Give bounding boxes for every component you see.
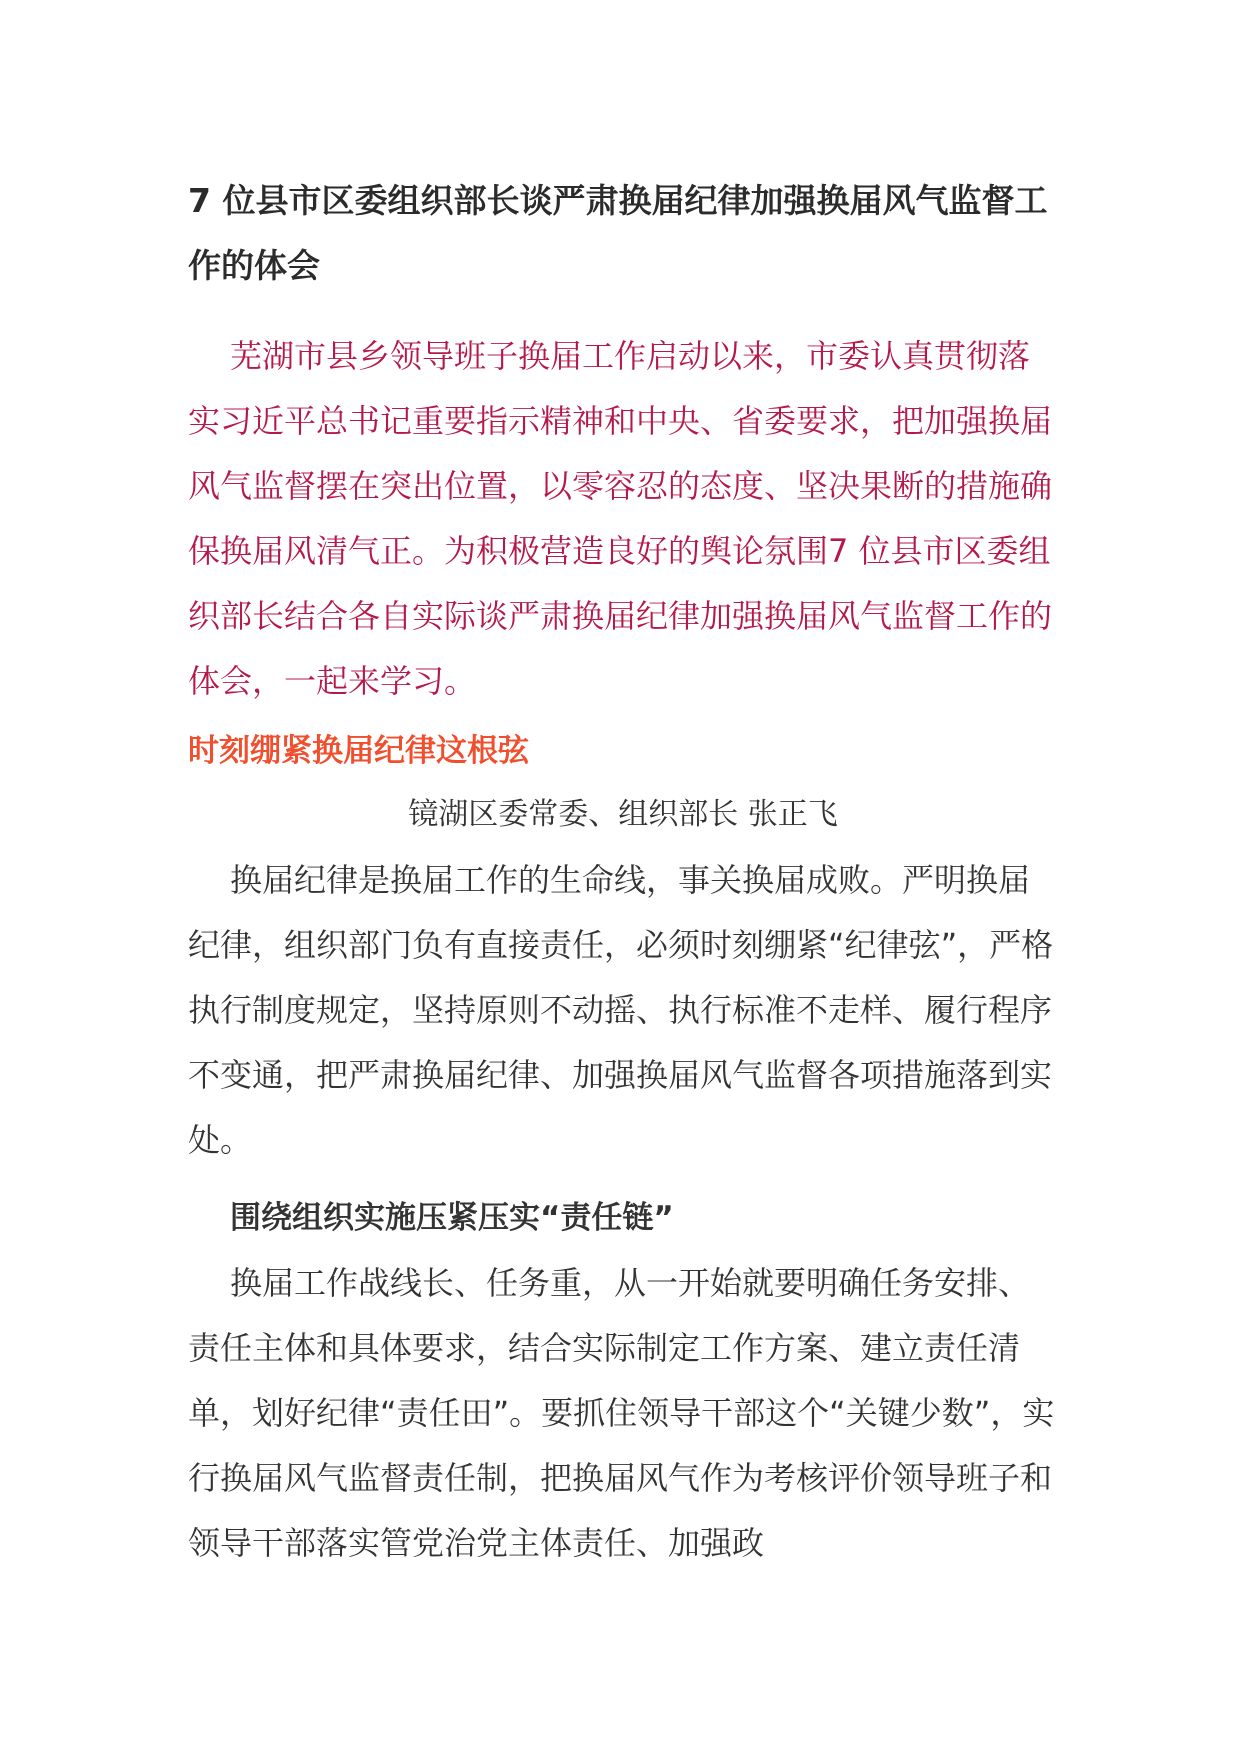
document-content <box>188 168 1058 1576</box>
document-title: 7 位县市区委组织部长谈严肃换届纪律加强换届风气监督工作的体会 <box>188 181 1048 285</box>
body-paragraph: 换届纪律是换届工作的生命线，事关换届成败。严明换届纪律，组织部门负有直接责任，必须时刻绷紧“纪律弦”，严格执行制度规定，坚持原则不动摇、执行标准不走样、履行程序不变通，把严肃换届纪律、加强换届风气监督各项措施落到实处。 <box>188 861 1054 1159</box>
section-heading: 时刻绷紧换届纪律这根弦 <box>188 733 529 769</box>
subheading: 围绕组织实施压紧压实“责任链” <box>230 1200 674 1236</box>
author-byline: 镜湖区委常委、组织部长 张正飞 <box>408 797 838 832</box>
intro-paragraph: 芜湖市县乡领导班子换届工作启动以来，市委认真贯彻落实习近平总书记重要指示精神和中央、省委要求，把加强换届风气监督摆在突出位置，以零容忍的态度、坚决果断的措施确保换届风清气正。为积极营造良好的舆论氛围7 位县市区委组织部长结合各自实际谈严肃换届纪律加强换届风气监督工作的体会，一起来学习。 <box>188 337 1053 700</box>
body-paragraph: 换届工作战线长、任务重，从一开始就要明确任务安排、责任主体和具体要求，结合实际制定工作方案、建立责任清单，划好纪律“责任田”。要抓住领导干部这个“关键少数”，实行换届风气监督责任制，把换届风气作为考核评价领导班子和领导干部落实管党治党主体责任、加强政 <box>188 1264 1055 1562</box>
